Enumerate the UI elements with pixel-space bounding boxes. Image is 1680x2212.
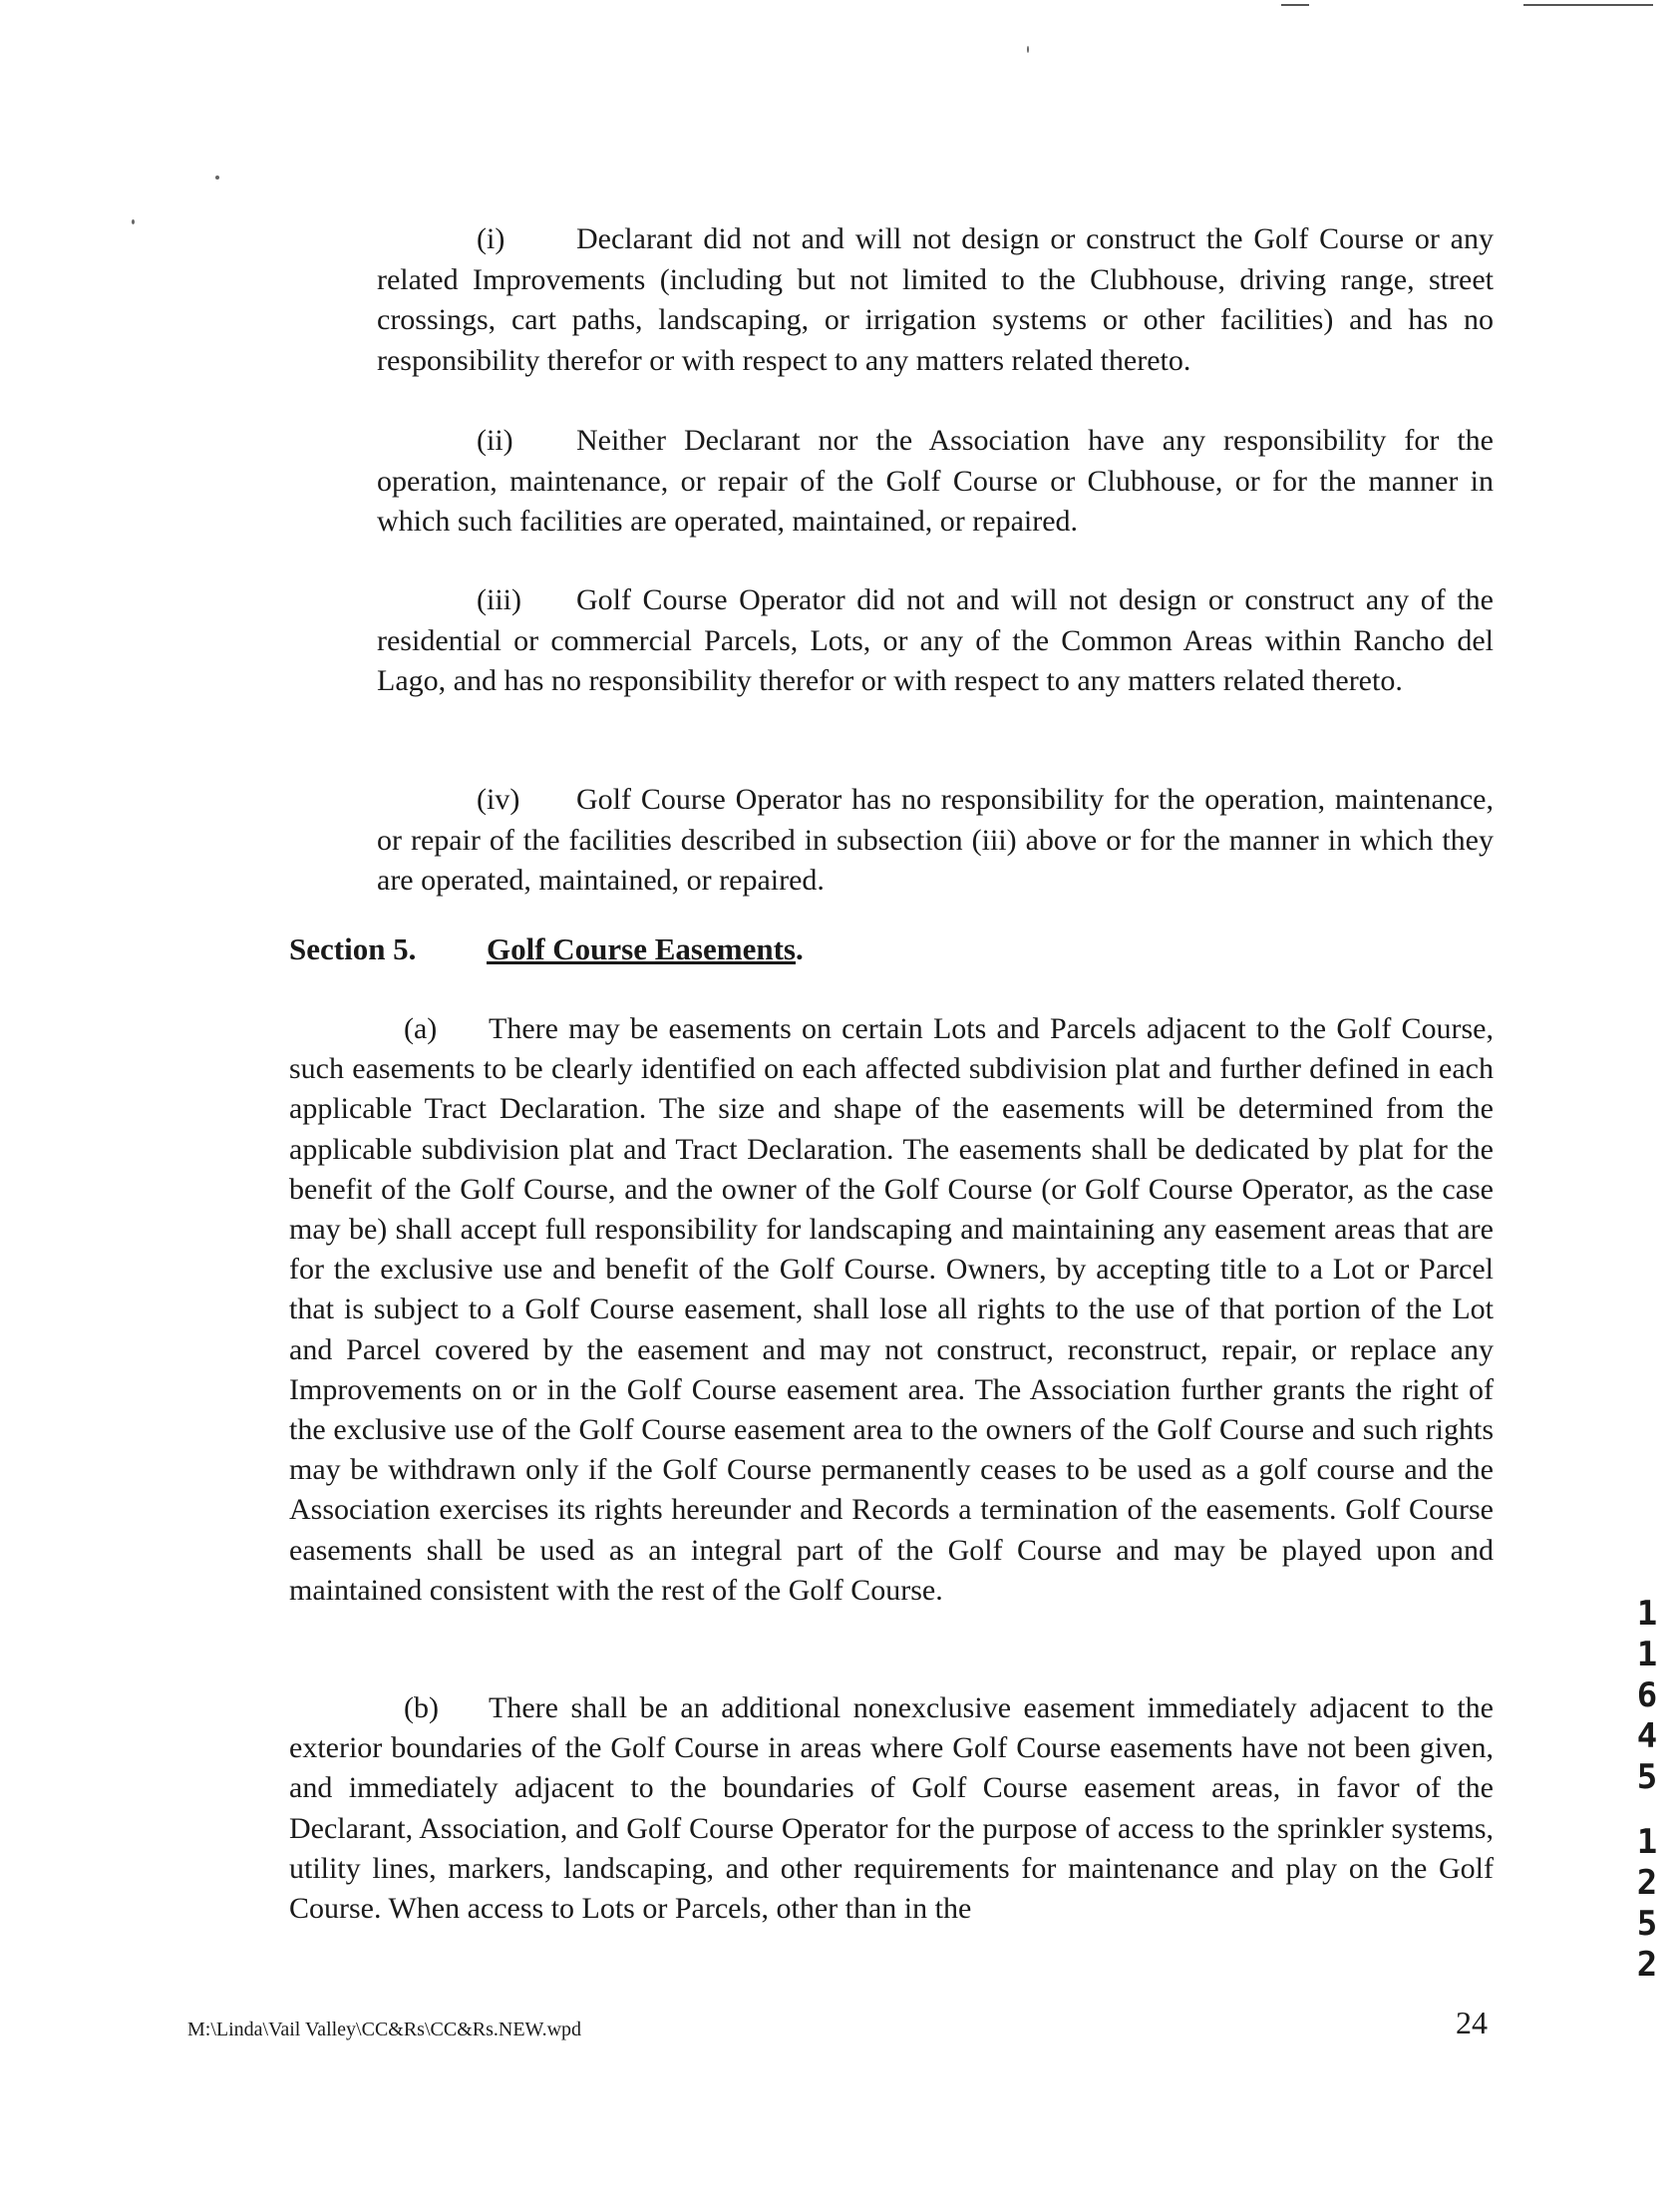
section-number: Section 5. — [289, 931, 417, 966]
subsection-i — [377, 219, 1494, 381]
paragraph-text: There shall be an additional nonexclusive easement immediately adjacent to the exterior boundaries of the Golf Course in areas where Golf Course easements have not been given, and immediately adjacent to the boundaries of Golf Course easement areas, in favor of the Declarant, Association, and Golf Course Operator for the purpose of access to the sprinkler systems, utility lines, markers, landscaping, and other requirements for maintenance and play on the Golf Course. When access to Lots or Parcels, other than in the — [289, 1691, 1494, 1926]
section-heading — [289, 931, 804, 967]
paragraph-text: There may be easements on certain Lots and Parcels adjacent to the Golf Course, such easements to be clearly identified on each affected subdivision plat and further defined in each applicable Tract Declaration. The size and shape of the easements will be determined from the applicable subdivision plat and Tract Declaration. The easements shall be dedicated by plat for the benefit of the Golf Course, and the owner of the Golf Course (or Golf Course Operator, as the case may be) shall accept full responsibility for landscaping and maintaining any easement areas that are for the exclusive use and benefit of the Golf Course. Owners, by accepting title to a Lot or Parcel that is subject to a Golf Course easement, shall lose all rights to the use of that portion of the Lot and Parcel covered by the easement and may not construct, reconstruct, repair, or replace any Improvements on or in the Golf Course easement area. The Association further grants the right of the exclusive use of the Golf Course easement area to the owners of the Golf Course and such rights may be withdrawn only if the Golf Course permanently ceases to be used as a golf course and the Association exercises its rights hereunder and Records a termination of the easements. Golf Course easements shall be used as an integral part of the Golf Course and may be played upon and maintained consistent with the rest of the Golf Course. — [289, 1012, 1494, 1607]
scan-speck — [1027, 46, 1029, 53]
paragraph-label: (a) — [404, 1012, 438, 1045]
paragraph-a — [289, 1009, 1494, 1611]
paragraph-b — [289, 1688, 1494, 1929]
footer-file-path: M:\Linda\Vail Valley\CC&Rs\CC&Rs.NEW.wpd — [187, 2019, 582, 2040]
subsection-label: (i) — [477, 222, 505, 255]
section-title: Golf Course Easements — [487, 931, 796, 966]
recording-stamp — [1635, 1594, 1659, 1986]
recording-docket-number: 11645 — [1636, 1594, 1658, 1797]
stamp-spacer — [1635, 1798, 1659, 1822]
subsection-text: Declarant did not and will not design or construct the Golf Course or any related Improvements (including but not limited to the Clubhouse, driving range, street crossings, cart paths, landscaping, or irrigation systems or other facilities) and has no responsibility therefor or with respect to any matters related thereto. — [377, 222, 1494, 377]
recording-page-number: 1252 — [1636, 1822, 1658, 1985]
paragraph-label: (b) — [404, 1691, 439, 1724]
subsection-text: Golf Course Operator did not and will not design or construct any of the residential or commercial Parcels, Lots, or any of the Common Areas within Rancho del Lago, and has no responsibility therefor or with respect to any matters related thereto. — [377, 583, 1494, 697]
subsection-text: Neither Declarant nor the Association have any responsibility for the operation, maintenance, or repair of the Golf Course or Clubhouse, or for the manner in which such facilities are operated, maintained, or repaired. — [377, 424, 1494, 538]
subsection-ii — [377, 421, 1494, 543]
page-number: 24 — [1456, 2005, 1488, 2040]
subsection-label: (ii) — [477, 424, 513, 457]
subsection-iv — [377, 780, 1494, 902]
subsection-text: Golf Course Operator has no responsibility for the operation, maintenance, or repair of the facilities described in subsection (iii) above or for the manner in which they are operated, maintained, or repaired. — [377, 783, 1494, 897]
scan-mark — [1281, 4, 1309, 6]
scan-mark — [1523, 4, 1653, 6]
subsection-label: (iii) — [477, 583, 521, 616]
subsection-label: (iv) — [477, 783, 520, 816]
scan-speck — [132, 219, 135, 224]
scan-speck — [215, 176, 219, 180]
subsection-iii — [377, 580, 1494, 702]
section-title-period: . — [795, 931, 804, 966]
